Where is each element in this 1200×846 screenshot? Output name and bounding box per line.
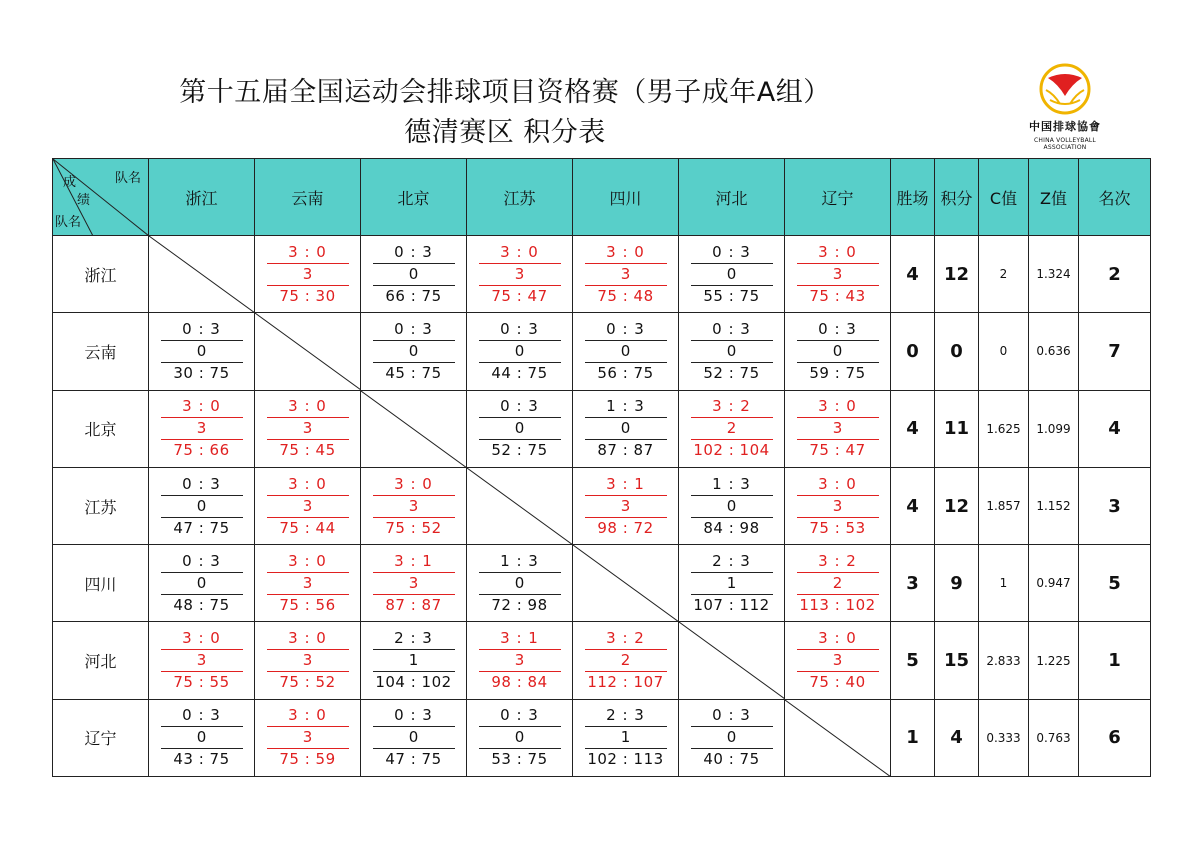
match-result-win <box>797 474 879 539</box>
rally-score: 107 : 112 <box>693 595 770 614</box>
set-score: 3 : 2 <box>691 396 773 418</box>
rally-score: 75 : 53 <box>809 518 866 537</box>
row-c-value: 0.333 <box>979 699 1029 776</box>
set-score: 0 : 3 <box>161 551 243 573</box>
row-points: 15 <box>935 622 979 699</box>
rally-score: 98 : 84 <box>491 673 548 692</box>
rally-score: 84 : 98 <box>703 518 760 537</box>
match-result-cell <box>679 467 785 544</box>
row-z-value: 0.763 <box>1029 699 1079 776</box>
set-score: 0 : 3 <box>161 705 243 727</box>
match-result-loss <box>691 551 773 616</box>
match-result-win <box>479 242 561 307</box>
match-points: 3 <box>267 264 349 286</box>
match-result-cell <box>467 622 573 699</box>
match-result-loss <box>479 705 561 770</box>
col-points: 积分 <box>935 159 979 236</box>
match-result-loss <box>691 474 773 539</box>
match-points: 3 <box>161 650 243 672</box>
diagonal-line <box>467 468 573 545</box>
row-rank: 3 <box>1079 467 1151 544</box>
match-result-cell <box>255 699 361 776</box>
diagonal-cell <box>785 699 891 776</box>
set-score: 0 : 3 <box>373 705 455 727</box>
match-points: 0 <box>691 341 773 363</box>
col-wins: 胜场 <box>891 159 935 236</box>
set-score: 3 : 2 <box>797 551 879 573</box>
set-score: 3 : 0 <box>161 628 243 650</box>
match-points: 3 <box>267 650 349 672</box>
row-z-value: 1.324 <box>1029 236 1079 313</box>
page-subtitle: 德清赛区 积分表 <box>404 117 606 148</box>
match-result-win <box>797 628 879 693</box>
row-team-name: 浙江 <box>53 236 149 313</box>
match-points: 3 <box>479 264 561 286</box>
match-points: 1 <box>691 573 773 595</box>
match-result-cell <box>785 545 891 622</box>
set-score: 2 : 3 <box>585 705 667 727</box>
row-z-value: 0.947 <box>1029 545 1079 622</box>
match-result-loss <box>161 474 243 539</box>
row-team-name: 辽宁 <box>53 699 149 776</box>
set-score: 0 : 3 <box>479 319 561 341</box>
match-result-cell <box>255 622 361 699</box>
match-result-cell <box>255 390 361 467</box>
row-rank: 6 <box>1079 699 1151 776</box>
row-z-value: 1.152 <box>1029 467 1079 544</box>
match-result-loss <box>373 319 455 384</box>
match-result-loss <box>585 319 667 384</box>
match-points: 0 <box>161 573 243 595</box>
match-result-cell <box>573 622 679 699</box>
match-points: 0 <box>585 341 667 363</box>
row-points: 11 <box>935 390 979 467</box>
match-result-loss <box>373 242 455 307</box>
rally-score: 43 : 75 <box>173 750 230 769</box>
rally-score: 75 : 44 <box>279 518 336 537</box>
row-team-name: 江苏 <box>53 467 149 544</box>
row-wins: 0 <box>891 313 935 390</box>
set-score: 3 : 0 <box>267 628 349 650</box>
rally-score: 55 : 75 <box>703 286 760 305</box>
match-result-win <box>267 242 349 307</box>
match-points: 0 <box>479 418 561 440</box>
match-result-win <box>585 628 667 693</box>
match-points: 0 <box>373 264 455 286</box>
rally-score: 75 : 48 <box>597 286 654 305</box>
set-score: 3 : 0 <box>161 396 243 418</box>
row-c-value: 2 <box>979 236 1029 313</box>
match-points: 0 <box>161 341 243 363</box>
match-result-cell <box>361 622 467 699</box>
match-result-cell <box>467 545 573 622</box>
row-wins: 1 <box>891 699 935 776</box>
match-result-cell <box>361 236 467 313</box>
match-result-cell <box>573 699 679 776</box>
row-c-value: 1 <box>979 545 1029 622</box>
col-z-value: Z值 <box>1029 159 1079 236</box>
match-points: 0 <box>479 573 561 595</box>
set-score: 3 : 0 <box>479 242 561 264</box>
set-score: 1 : 3 <box>479 551 561 573</box>
col-team-hebei: 河北 <box>679 159 785 236</box>
set-score: 3 : 1 <box>373 551 455 573</box>
corner-cell <box>53 159 149 236</box>
table-row <box>53 390 1151 467</box>
match-result-cell <box>255 236 361 313</box>
match-result-cell <box>149 699 255 776</box>
row-wins: 3 <box>891 545 935 622</box>
match-result-cell <box>467 236 573 313</box>
rally-score: 72 : 98 <box>491 595 548 614</box>
rally-score: 75 : 40 <box>809 673 866 692</box>
col-team-liaoning: 辽宁 <box>785 159 891 236</box>
match-result-cell <box>679 699 785 776</box>
row-wins: 5 <box>891 622 935 699</box>
set-score: 1 : 3 <box>585 396 667 418</box>
set-score: 0 : 3 <box>691 705 773 727</box>
rally-score: 75 : 66 <box>173 441 230 460</box>
match-result-cell <box>679 390 785 467</box>
match-result-cell <box>573 390 679 467</box>
rally-score: 75 : 59 <box>279 750 336 769</box>
rally-score: 40 : 75 <box>703 750 760 769</box>
rally-score: 104 : 102 <box>375 673 452 692</box>
match-points: 3 <box>797 650 879 672</box>
set-score: 3 : 0 <box>267 705 349 727</box>
match-result-win <box>373 551 455 616</box>
row-rank: 2 <box>1079 236 1151 313</box>
diagonal-line <box>573 545 679 622</box>
row-points: 12 <box>935 236 979 313</box>
match-points: 3 <box>267 496 349 518</box>
match-points: 3 <box>797 264 879 286</box>
rally-score: 52 : 75 <box>491 441 548 460</box>
rally-score: 75 : 45 <box>279 441 336 460</box>
row-z-value: 1.225 <box>1029 622 1079 699</box>
corner-label-row: 队名 <box>55 215 82 230</box>
match-result-cell <box>573 313 679 390</box>
diagonal-cell <box>467 467 573 544</box>
diagonal-line <box>679 622 785 699</box>
match-result-win <box>267 474 349 539</box>
row-rank: 1 <box>1079 622 1151 699</box>
rally-score: 75 : 55 <box>173 673 230 692</box>
match-points: 3 <box>373 496 455 518</box>
match-result-win <box>267 396 349 461</box>
rally-score: 102 : 104 <box>693 441 770 460</box>
match-result-loss <box>161 319 243 384</box>
diagonal-line <box>785 700 891 777</box>
set-score: 0 : 3 <box>797 319 879 341</box>
set-score: 3 : 1 <box>585 474 667 496</box>
match-points: 0 <box>691 496 773 518</box>
row-team-name: 北京 <box>53 390 149 467</box>
match-result-cell <box>785 390 891 467</box>
rally-score: 44 : 75 <box>491 363 548 382</box>
table-row <box>53 313 1151 390</box>
logo-text-en: CHINA VOLLEYBALL ASSOCIATION <box>1034 137 1096 151</box>
corner-label-score1: 成 <box>63 175 77 190</box>
volleyball-emblem-icon <box>1020 60 1110 118</box>
row-points: 0 <box>935 313 979 390</box>
match-result-win <box>691 396 773 461</box>
match-result-cell <box>467 699 573 776</box>
match-result-win <box>797 396 879 461</box>
match-result-cell <box>785 622 891 699</box>
row-c-value: 0 <box>979 313 1029 390</box>
match-result-cell <box>573 467 679 544</box>
match-points: 3 <box>267 727 349 749</box>
row-rank: 5 <box>1079 545 1151 622</box>
set-score: 0 : 3 <box>585 319 667 341</box>
match-result-cell <box>679 545 785 622</box>
set-score: 0 : 3 <box>161 319 243 341</box>
rally-score: 75 : 52 <box>279 673 336 692</box>
rally-score: 47 : 75 <box>385 750 442 769</box>
standings-table <box>52 158 1151 777</box>
match-result-win <box>267 628 349 693</box>
set-score: 3 : 2 <box>585 628 667 650</box>
rally-score: 30 : 75 <box>173 363 230 382</box>
rally-score: 75 : 47 <box>491 286 548 305</box>
set-score: 0 : 3 <box>479 396 561 418</box>
set-score: 0 : 3 <box>691 242 773 264</box>
match-result-loss <box>585 705 667 770</box>
match-points: 3 <box>585 496 667 518</box>
header-row <box>53 159 1151 236</box>
match-result-cell <box>149 467 255 544</box>
match-result-loss <box>691 705 773 770</box>
rally-score: 87 : 87 <box>385 595 442 614</box>
set-score: 0 : 3 <box>161 474 243 496</box>
row-points: 4 <box>935 699 979 776</box>
table-row <box>53 622 1151 699</box>
match-result-loss <box>797 319 879 384</box>
table-row <box>53 236 1151 313</box>
match-points: 0 <box>797 341 879 363</box>
match-points: 2 <box>691 418 773 440</box>
match-result-cell <box>149 622 255 699</box>
match-points: 0 <box>479 727 561 749</box>
corner-label-team: 队名 <box>115 171 142 186</box>
match-result-cell <box>467 313 573 390</box>
row-wins: 4 <box>891 390 935 467</box>
match-points: 2 <box>797 573 879 595</box>
match-result-loss <box>373 705 455 770</box>
match-result-win <box>797 242 879 307</box>
match-result-win <box>585 474 667 539</box>
table-row <box>53 467 1151 544</box>
match-points: 3 <box>797 418 879 440</box>
col-team-beijing: 北京 <box>361 159 467 236</box>
rally-score: 87 : 87 <box>597 441 654 460</box>
col-team-zhejiang: 浙江 <box>149 159 255 236</box>
col-c-value: C值 <box>979 159 1029 236</box>
set-score: 2 : 3 <box>373 628 455 650</box>
set-score: 1 : 3 <box>691 474 773 496</box>
diagonal-cell <box>573 545 679 622</box>
match-points: 3 <box>267 418 349 440</box>
rally-score: 59 : 75 <box>809 363 866 382</box>
set-score: 3 : 0 <box>267 551 349 573</box>
match-result-loss <box>479 551 561 616</box>
logo-text-cn: 中国排球協會 <box>1029 120 1101 133</box>
match-result-loss <box>161 705 243 770</box>
match-result-win <box>161 396 243 461</box>
rally-score: 75 : 47 <box>809 441 866 460</box>
rally-score: 112 : 107 <box>587 673 664 692</box>
page-title: 第十五届全国运动会排球项目资格赛（男子成年A组） <box>179 77 831 108</box>
rally-score: 56 : 75 <box>597 363 654 382</box>
match-result-win <box>479 628 561 693</box>
rally-score: 53 : 75 <box>491 750 548 769</box>
row-c-value: 1.857 <box>979 467 1029 544</box>
match-result-cell <box>467 390 573 467</box>
set-score: 3 : 0 <box>797 396 879 418</box>
match-points: 0 <box>161 496 243 518</box>
col-rank: 名次 <box>1079 159 1151 236</box>
set-score: 3 : 0 <box>267 396 349 418</box>
set-score: 3 : 0 <box>267 242 349 264</box>
match-result-win <box>585 242 667 307</box>
row-c-value: 2.833 <box>979 622 1029 699</box>
set-score: 3 : 0 <box>267 474 349 496</box>
diagonal-cell <box>255 313 361 390</box>
col-team-sichuan: 四川 <box>573 159 679 236</box>
match-result-loss <box>479 319 561 384</box>
match-result-cell <box>679 236 785 313</box>
match-points: 0 <box>585 418 667 440</box>
match-result-win <box>267 551 349 616</box>
set-score: 0 : 3 <box>691 319 773 341</box>
set-score: 3 : 1 <box>479 628 561 650</box>
match-points: 3 <box>373 573 455 595</box>
diagonal-cell <box>149 236 255 313</box>
match-result-win <box>373 474 455 539</box>
match-points: 0 <box>373 727 455 749</box>
table-row <box>53 699 1151 776</box>
match-result-loss <box>161 551 243 616</box>
match-points: 1 <box>373 650 455 672</box>
match-result-cell <box>149 390 255 467</box>
row-rank: 7 <box>1079 313 1151 390</box>
match-result-cell <box>361 467 467 544</box>
row-team-name: 河北 <box>53 622 149 699</box>
set-score: 3 : 0 <box>797 242 879 264</box>
match-points: 0 <box>691 727 773 749</box>
diagonal-cell <box>679 622 785 699</box>
row-z-value: 1.099 <box>1029 390 1079 467</box>
match-result-cell <box>785 313 891 390</box>
match-points: 0 <box>373 341 455 363</box>
match-points: 3 <box>479 650 561 672</box>
diagonal-line <box>255 313 361 390</box>
match-result-loss <box>479 396 561 461</box>
rally-score: 75 : 43 <box>809 286 866 305</box>
row-team-name: 云南 <box>53 313 149 390</box>
match-result-cell <box>255 467 361 544</box>
match-result-cell <box>361 313 467 390</box>
match-result-cell <box>785 467 891 544</box>
match-result-loss <box>691 242 773 307</box>
match-result-cell <box>361 545 467 622</box>
rally-score: 45 : 75 <box>385 363 442 382</box>
match-result-loss <box>585 396 667 461</box>
rally-score: 47 : 75 <box>173 518 230 537</box>
row-points: 12 <box>935 467 979 544</box>
match-result-loss <box>373 628 455 693</box>
row-z-value: 0.636 <box>1029 313 1079 390</box>
rally-score: 52 : 75 <box>703 363 760 382</box>
set-score: 0 : 3 <box>373 242 455 264</box>
rally-score: 102 : 113 <box>587 750 664 769</box>
match-result-cell <box>361 699 467 776</box>
set-score: 0 : 3 <box>373 319 455 341</box>
set-score: 0 : 3 <box>479 705 561 727</box>
col-team-jiangsu: 江苏 <box>467 159 573 236</box>
association-logo <box>1020 60 1110 152</box>
set-score: 3 : 0 <box>797 628 879 650</box>
match-result-cell <box>149 313 255 390</box>
match-points: 0 <box>161 727 243 749</box>
match-result-win <box>161 628 243 693</box>
match-result-cell <box>149 545 255 622</box>
col-team-yunnan: 云南 <box>255 159 361 236</box>
corner-label-score2: 绩 <box>77 193 91 208</box>
match-result-cell <box>573 236 679 313</box>
rally-score: 75 : 52 <box>385 518 442 537</box>
row-c-value: 1.625 <box>979 390 1029 467</box>
match-points: 2 <box>585 650 667 672</box>
match-points: 1 <box>585 727 667 749</box>
match-result-cell <box>679 313 785 390</box>
rally-score: 75 : 30 <box>279 286 336 305</box>
match-result-win <box>267 705 349 770</box>
set-score: 2 : 3 <box>691 551 773 573</box>
table-row <box>53 545 1151 622</box>
row-wins: 4 <box>891 467 935 544</box>
match-result-cell <box>255 545 361 622</box>
match-points: 0 <box>479 341 561 363</box>
diagonal-cell <box>361 390 467 467</box>
rally-score: 48 : 75 <box>173 595 230 614</box>
set-score: 3 : 0 <box>373 474 455 496</box>
set-score: 3 : 0 <box>585 242 667 264</box>
match-result-cell <box>785 236 891 313</box>
match-points: 3 <box>267 573 349 595</box>
rally-score: 66 : 75 <box>385 286 442 305</box>
match-result-win <box>797 551 879 616</box>
match-points: 3 <box>161 418 243 440</box>
match-points: 3 <box>797 496 879 518</box>
match-points: 0 <box>691 264 773 286</box>
diagonal-line <box>361 391 467 468</box>
row-team-name: 四川 <box>53 545 149 622</box>
match-result-loss <box>691 319 773 384</box>
match-points: 3 <box>585 264 667 286</box>
row-wins: 4 <box>891 236 935 313</box>
row-points: 9 <box>935 545 979 622</box>
rally-score: 75 : 56 <box>279 595 336 614</box>
rally-score: 113 : 102 <box>799 595 876 614</box>
diagonal-line <box>149 236 255 313</box>
row-rank: 4 <box>1079 390 1151 467</box>
rally-score: 98 : 72 <box>597 518 654 537</box>
set-score: 3 : 0 <box>797 474 879 496</box>
